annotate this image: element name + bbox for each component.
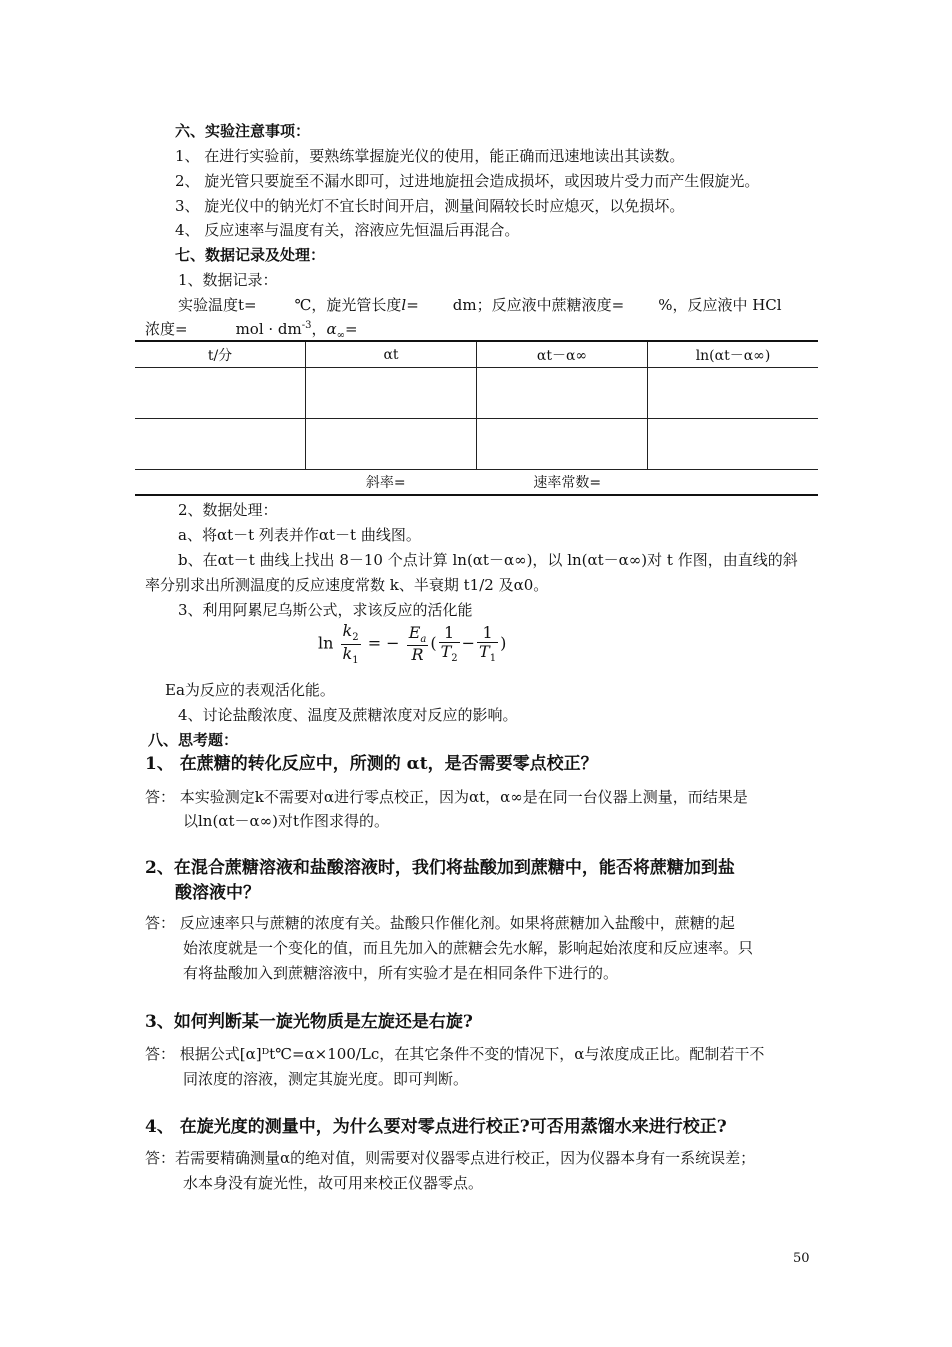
formula-k2: k bbox=[342, 621, 353, 640]
tube-length-var: l= bbox=[401, 296, 419, 314]
tube-length-label: ℃，旋光管长度 bbox=[294, 296, 402, 314]
table-cell bbox=[306, 368, 477, 419]
arrhenius-intro: 3、利用阿累尼乌斯公式，求该反应的活化能 bbox=[178, 601, 473, 619]
header-ln-alpha-diff: ln(αt－α∞) bbox=[648, 341, 819, 368]
table-cell bbox=[477, 368, 648, 419]
formula-one-b: 1 bbox=[477, 624, 498, 643]
formula-ea-sub: a bbox=[420, 633, 427, 645]
question-3: 3、如何判断某一旋光物质是左旋还是右旋? bbox=[145, 1012, 473, 1032]
footer-slope bbox=[135, 470, 477, 496]
alpha-inf-sub: ∞ bbox=[336, 330, 346, 341]
processing-step-b-line1: b、在αt－t 曲线上找出 8－10 个点计算 ln(αt－α∞)，以 ln(αt－α∞)对 t 作图，由直线的斜 bbox=[178, 551, 798, 569]
formula-equals-minus: = − bbox=[367, 633, 400, 653]
question-4: 4、 在旋光度的测量中，为什么要对零点进行校正?可否用蒸馏水来进行校正? bbox=[145, 1117, 727, 1137]
answer-2-line1: 答： 反应速率只与蔗糖的浓度有关。盐酸只作催化剂。如果将蔗糖加入盐酸中，蔗糖的起 bbox=[145, 914, 735, 932]
formula-k2-sub: 2 bbox=[352, 632, 359, 644]
footer-rate bbox=[477, 470, 819, 496]
alpha-inf-symbol: α bbox=[326, 320, 337, 338]
alpha-inf-equals: = bbox=[345, 320, 358, 338]
table-cell bbox=[648, 368, 819, 419]
formula-ea: E bbox=[408, 622, 421, 642]
section8-title: 八、思考题： bbox=[148, 731, 239, 749]
data-record-label: 1、数据记录： bbox=[178, 271, 278, 289]
hcl-conc-label: 浓度= bbox=[145, 320, 188, 338]
formula-t1: T bbox=[479, 642, 490, 662]
comma: ， bbox=[311, 320, 327, 338]
answer-3-line2: 同浓度的溶液，测定其旋光度。即可判断。 bbox=[183, 1070, 469, 1088]
data-table bbox=[135, 340, 818, 496]
condition-line-2 bbox=[145, 320, 358, 342]
ea-note: Ea为反应的表观活化能。 bbox=[165, 681, 335, 699]
section6-item-4: 4、 反应速率与温度有关，溶液应先恒温后再混合。 bbox=[175, 221, 520, 239]
answer-2-line3: 有将盐酸加入到蔗糖溶液中，所有实验才是在相同条件下进行的。 bbox=[183, 964, 619, 982]
section6-item-3: 3、 旋光仪中的钠光灯不宜长时间开启，测量间隔较长时应熄灭，以免损坏。 bbox=[175, 197, 685, 215]
section6-item-1: 1、 在进行实验前，要熟练掌握旋光仪的使用，能正确而迅速地读出其读数。 bbox=[175, 147, 685, 165]
unit-mol-dm: mol · dm bbox=[235, 320, 302, 338]
table-row bbox=[135, 419, 818, 470]
formula-rparen: ) bbox=[500, 633, 507, 653]
processing-step-b-line2: 率分别求出所测温度的反应速度常数 k、半衰期 t1/2 及α0。 bbox=[145, 576, 549, 594]
sucrose-conc-label: dm；反应液中蔗糖液度= bbox=[452, 296, 625, 314]
page-number: 50 bbox=[793, 1251, 810, 1266]
formula-inv-t1 bbox=[477, 624, 498, 665]
table-cell bbox=[648, 419, 819, 470]
formula-one-a: 1 bbox=[439, 624, 460, 643]
formula-t2: T bbox=[440, 642, 452, 662]
question-2-line1: 2、在混合蔗糖溶液和盐酸溶液时，我们将盐酸加到蔗糖中，能否将蔗糖加到盐 bbox=[145, 858, 735, 878]
header-time: t/分 bbox=[135, 341, 306, 368]
section6-item-2: 2、 旋光管只要旋至不漏水即可，过进地旋扭会造成损坏，或因玻片受力而产生假旋光。 bbox=[175, 172, 760, 190]
temp-var: t= bbox=[238, 296, 257, 314]
formula-ea-over-r bbox=[407, 624, 429, 665]
unit-exponent: -3 bbox=[301, 320, 312, 331]
formula-r: R bbox=[411, 645, 424, 665]
table-cell bbox=[135, 368, 306, 419]
data-processing-label: 2、数据处理： bbox=[178, 501, 278, 519]
section7-title: 七、数据记录及处理： bbox=[175, 246, 326, 264]
section6-title: 六、实验注意事项： bbox=[175, 122, 311, 140]
answer-1-line2: 以ln(αt－α∞)对t作图求得的。 bbox=[183, 812, 389, 830]
formula-k1-sub: 1 bbox=[352, 654, 359, 666]
table-row bbox=[135, 368, 818, 419]
discussion-item: 4、讨论盐酸浓度、温度及蔗糖浓度对反应的影响。 bbox=[178, 706, 518, 724]
question-2-line2: 酸溶液中？ bbox=[175, 883, 260, 903]
table-footer-row bbox=[135, 470, 818, 496]
header-alpha-t: αt bbox=[306, 341, 477, 368]
answer-4-line1: 答：若需要精确测量α的绝对值，则需要对仪器零点进行校正，因为仪器本身有一系统误差； bbox=[145, 1149, 756, 1167]
answer-2-line2: 始浓度就是一个变化的值，而且先加入的蔗糖会先水解，影响起始浓度和反应速率。只 bbox=[183, 939, 754, 957]
formula-k-ratio bbox=[341, 622, 361, 666]
table-cell bbox=[306, 419, 477, 470]
rate-constant-label: 速率常数= bbox=[533, 475, 602, 491]
answer-4-line2: 水本身没有旋光性，故可用来校正仪器零点。 bbox=[183, 1174, 484, 1192]
formula-inv-t2 bbox=[439, 624, 460, 665]
question-1: 1、 在蔗糖的转化反应中，所测的 αt，是否需要零点校正？ bbox=[145, 754, 598, 774]
answer-1-line1: 答： 本实验测定k不需要对α进行零点校正，因为αt，α∞是在同一台仪器上测量，而结果是 bbox=[145, 788, 748, 806]
formula-lparen: ( bbox=[430, 633, 437, 653]
processing-step-a: a、将αt－t 列表并作αt－t 曲线图。 bbox=[178, 526, 421, 544]
arrhenius-formula bbox=[318, 622, 506, 666]
formula-k1: k bbox=[342, 643, 353, 663]
formula-minus: − bbox=[461, 633, 476, 653]
table-cell bbox=[135, 419, 306, 470]
formula-ln: ln bbox=[318, 633, 334, 653]
formula-t2-sub: 2 bbox=[451, 653, 458, 665]
header-alpha-diff: αt－α∞ bbox=[477, 341, 648, 368]
table-header-row bbox=[135, 341, 818, 368]
formula-t1-sub: 1 bbox=[489, 653, 497, 665]
condition-line-1 bbox=[178, 296, 782, 314]
slope-label: 斜率= bbox=[365, 475, 406, 491]
hcl-label: %，反应液中 HCl bbox=[658, 296, 782, 314]
answer-3-line1: 答： 根据公式[α]ᴰt℃=α×100/Lc，在其它条件不变的情况下，α与浓度成正比。配制若干不 bbox=[145, 1045, 765, 1063]
temp-label: 实验温度 bbox=[178, 296, 239, 314]
table-cell bbox=[477, 419, 648, 470]
